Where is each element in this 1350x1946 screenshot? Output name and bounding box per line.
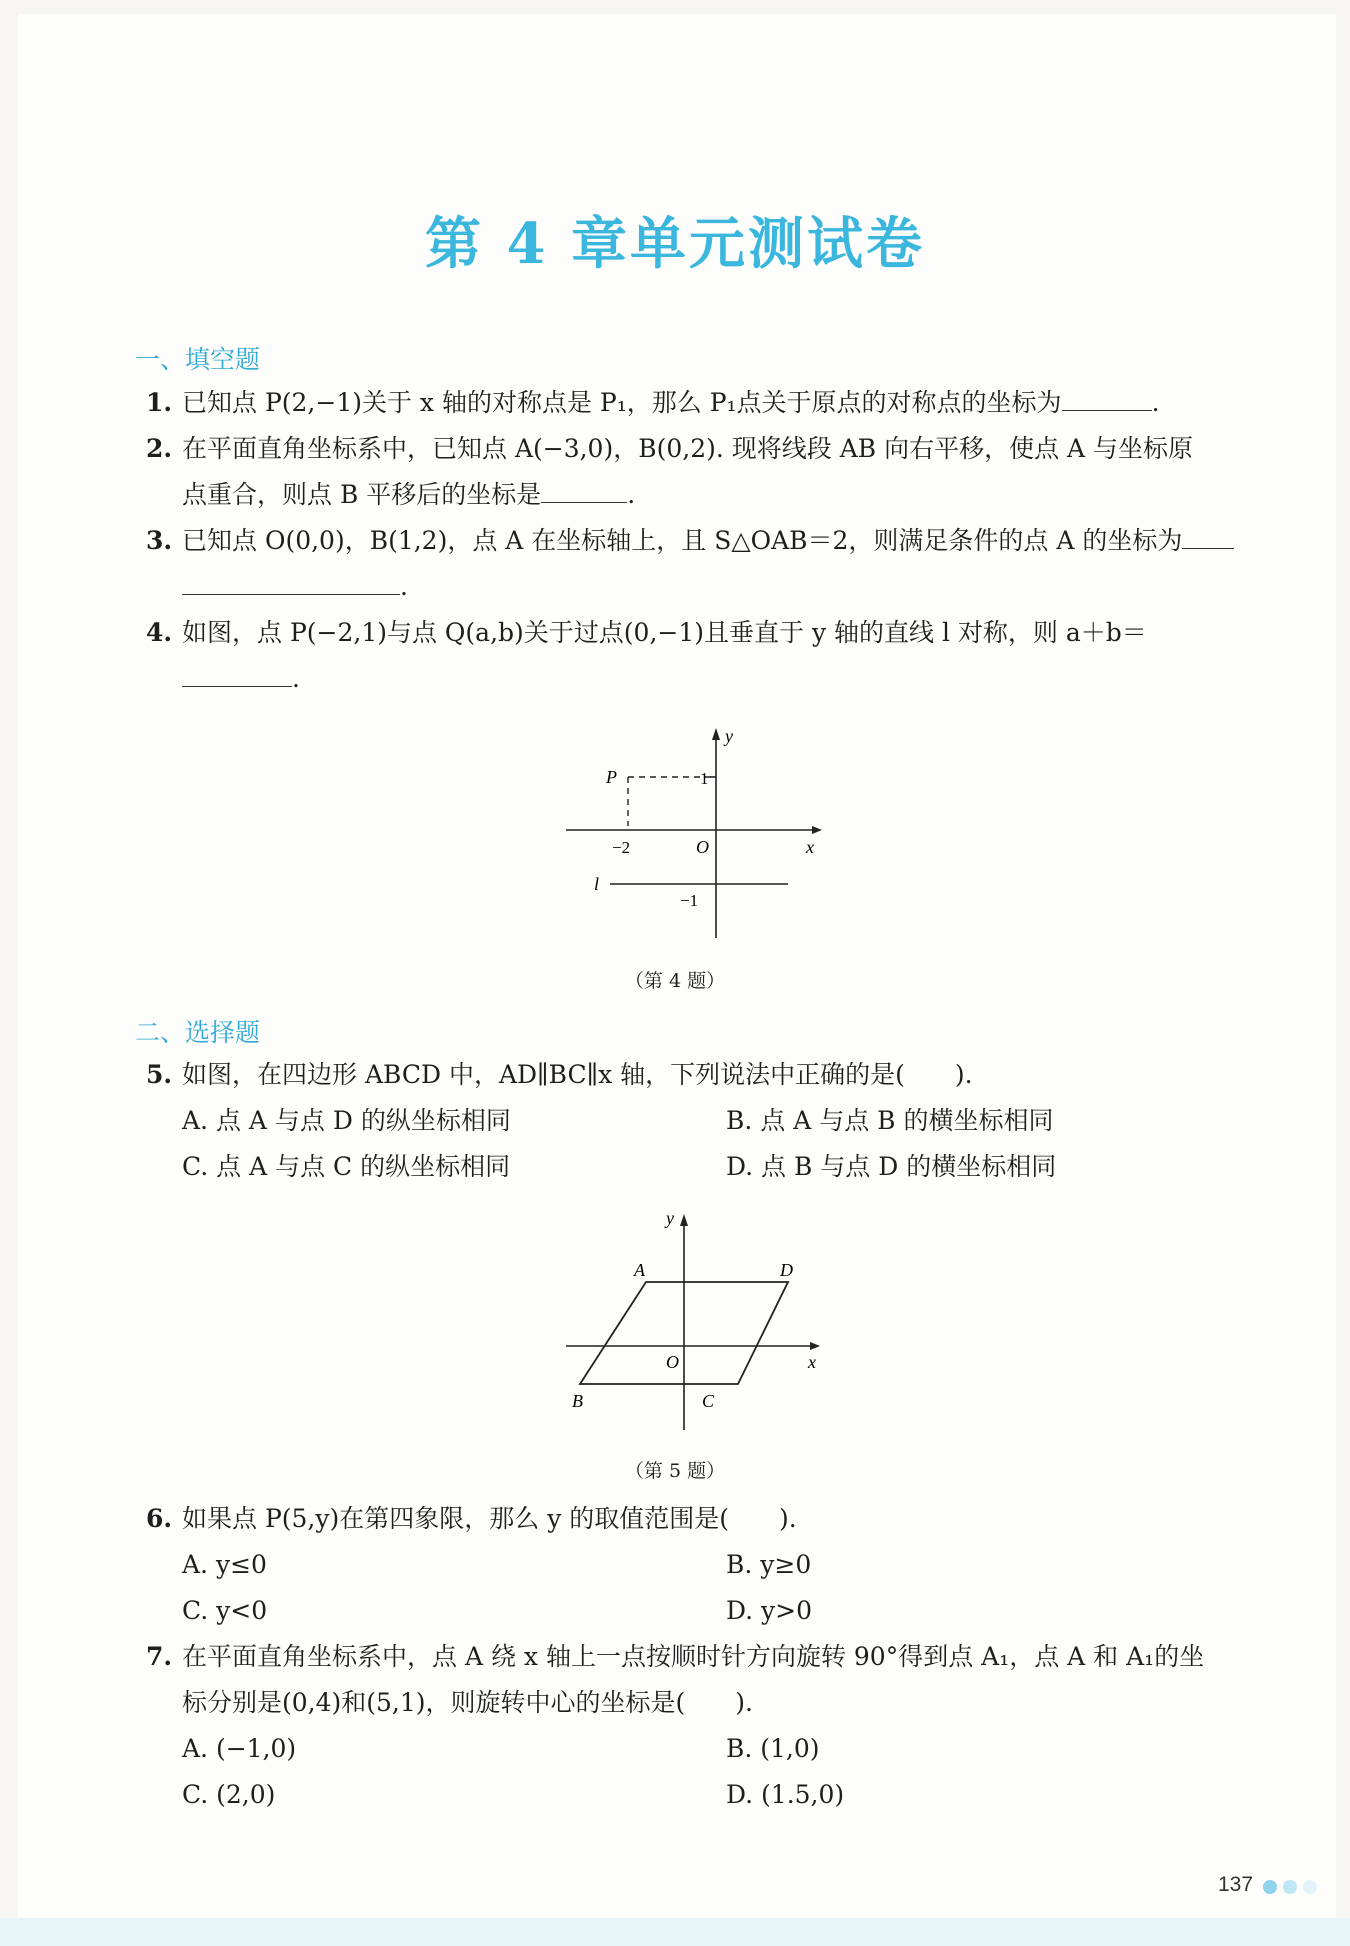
label-origin: O [696, 837, 709, 857]
question-4: 4. 如图，点 P(−2,1)与点 Q(a,b)关于过点(0,−1)且垂直于 y 轴的直线 l 对称，则 a＋b＝ . [146, 610, 1256, 702]
option-c[interactable]: C. 点 A 与点 C 的纵坐标相同 [182, 1152, 511, 1181]
label-x: x [808, 1352, 816, 1372]
question-number: 7. [146, 1642, 173, 1671]
answer-blank-continued[interactable] [182, 566, 400, 595]
figure-4-caption: （第 4 题） [624, 970, 726, 992]
question-number: 6. [146, 1504, 173, 1533]
y-axis-arrow [712, 728, 720, 740]
question-number: 4. [146, 618, 173, 647]
section-fill-blank: 一、填空题 [135, 345, 261, 374]
decorative-dot-icon [1303, 1880, 1317, 1894]
answer-blank[interactable] [182, 658, 292, 687]
x-axis-arrow [812, 826, 822, 834]
question-6 [146, 1496, 1256, 1542]
label-one: 1 [700, 769, 709, 788]
label-c: C [702, 1391, 715, 1411]
question-5 [146, 1052, 1256, 1098]
option-b[interactable]: B. 点 A 与点 B 的横坐标相同 [726, 1106, 1054, 1135]
question-text: 标分别是(0,4)和(5,1)，则旋转中心的坐标是( ). [182, 1688, 753, 1717]
option-b[interactable]: B. y≥0 [726, 1550, 812, 1579]
option-a[interactable]: A. y≤0 [182, 1550, 267, 1579]
label-origin: O [666, 1352, 679, 1372]
question-text: 如图，在四边形 ABCD 中，AD∥BC∥x 轴，下列说法中正确的是( ). [182, 1060, 973, 1089]
bottom-band [0, 1918, 1350, 1946]
answer-blank[interactable] [1062, 382, 1152, 411]
option-d[interactable]: D. (1.5,0) [726, 1780, 845, 1809]
label-neg1: −1 [680, 891, 699, 910]
label-a: A [634, 1260, 645, 1280]
question-text: 已知点 O(0,0)，B(1,2)，点 A 在坐标轴上，且 S△OAB＝2，则满足条件的点 A 的坐标为 [182, 526, 1183, 555]
question-text: 如果点 P(5,y)在第四象限，那么 y 的取值范围是( ). [182, 1504, 797, 1533]
x-axis-arrow [810, 1342, 820, 1350]
question-number: 2. [146, 434, 173, 463]
label-y: y [725, 726, 733, 746]
label-neg2: −2 [612, 838, 631, 857]
question-2: 2. 在平面直角坐标系中，已知点 A(−3,0)，B(0,2). 现将线段 AB 向右平移，使点 A 与坐标原 点重合，则点 B 平移后的坐标是 . [146, 426, 1256, 518]
question-number: 3. [146, 526, 173, 555]
question-7 [146, 1634, 1256, 1726]
question-1: 1. 已知点 P(2,−1)关于 x 轴的对称点是 P₁，那么 P₁点关于原点的对称点的坐标为 . [146, 380, 1256, 426]
option-c[interactable]: C. y<0 [182, 1596, 268, 1625]
y-axis-arrow [680, 1214, 688, 1226]
option-c[interactable]: C. (2,0) [182, 1780, 276, 1809]
figure-5 [550, 1208, 840, 1438]
option-b[interactable]: B. (1,0) [726, 1734, 820, 1763]
option-a[interactable]: A. (−1,0) [182, 1734, 297, 1763]
figure-5-caption: （第 5 题） [624, 1460, 726, 1482]
page-title: 第 4 章单元测试卷 [425, 211, 925, 277]
decorative-dot-icon [1263, 1880, 1277, 1894]
label-x: x [806, 837, 814, 857]
label-l: l [594, 874, 600, 894]
label-d: D [780, 1260, 793, 1280]
option-d[interactable]: D. y>0 [726, 1596, 813, 1625]
section-multiple-choice: 二、选择题 [135, 1018, 261, 1047]
figure-4 [550, 722, 840, 942]
option-d[interactable]: D. 点 B 与点 D 的横坐标相同 [726, 1152, 1057, 1181]
question-text: 在平面直角坐标系中，点 A 绕 x 轴上一点按顺时针方向旋转 90°得到点 A₁，点 A 和 A₁的坐 [182, 1642, 1205, 1671]
option-a[interactable]: A. 点 A 与点 D 的纵坐标相同 [182, 1106, 511, 1135]
question-number: 1. [146, 388, 173, 417]
label-b: B [572, 1391, 583, 1411]
question-number: 5. [146, 1060, 173, 1089]
question-text: 点重合，则点 B 平移后的坐标是 [182, 480, 542, 509]
question-text: 如图，点 P(−2,1)与点 Q(a,b)关于过点(0,−1)且垂直于 y 轴的直线 l 对称，则 a＋b＝ [182, 618, 1147, 647]
label-p: P [606, 767, 617, 787]
question-3: 3. 已知点 O(0,0)，B(1,2)，点 A 在坐标轴上，且 S△OAB＝2，则满足条件的点 A 的坐标为 . [146, 518, 1256, 610]
label-y: y [666, 1208, 674, 1228]
question-text: 已知点 P(2,−1)关于 x 轴的对称点是 P₁，那么 P₁点关于原点的对称点的坐标为 [182, 388, 1062, 417]
answer-blank[interactable] [541, 474, 627, 503]
decorative-dot-icon [1283, 1880, 1297, 1894]
page-number: 137 [1218, 1873, 1254, 1896]
question-text: 在平面直角坐标系中，已知点 A(−3,0)，B(0,2). 现将线段 AB 向右平移，使点 A 与坐标原 [182, 434, 1194, 463]
answer-blank[interactable] [1182, 520, 1234, 549]
